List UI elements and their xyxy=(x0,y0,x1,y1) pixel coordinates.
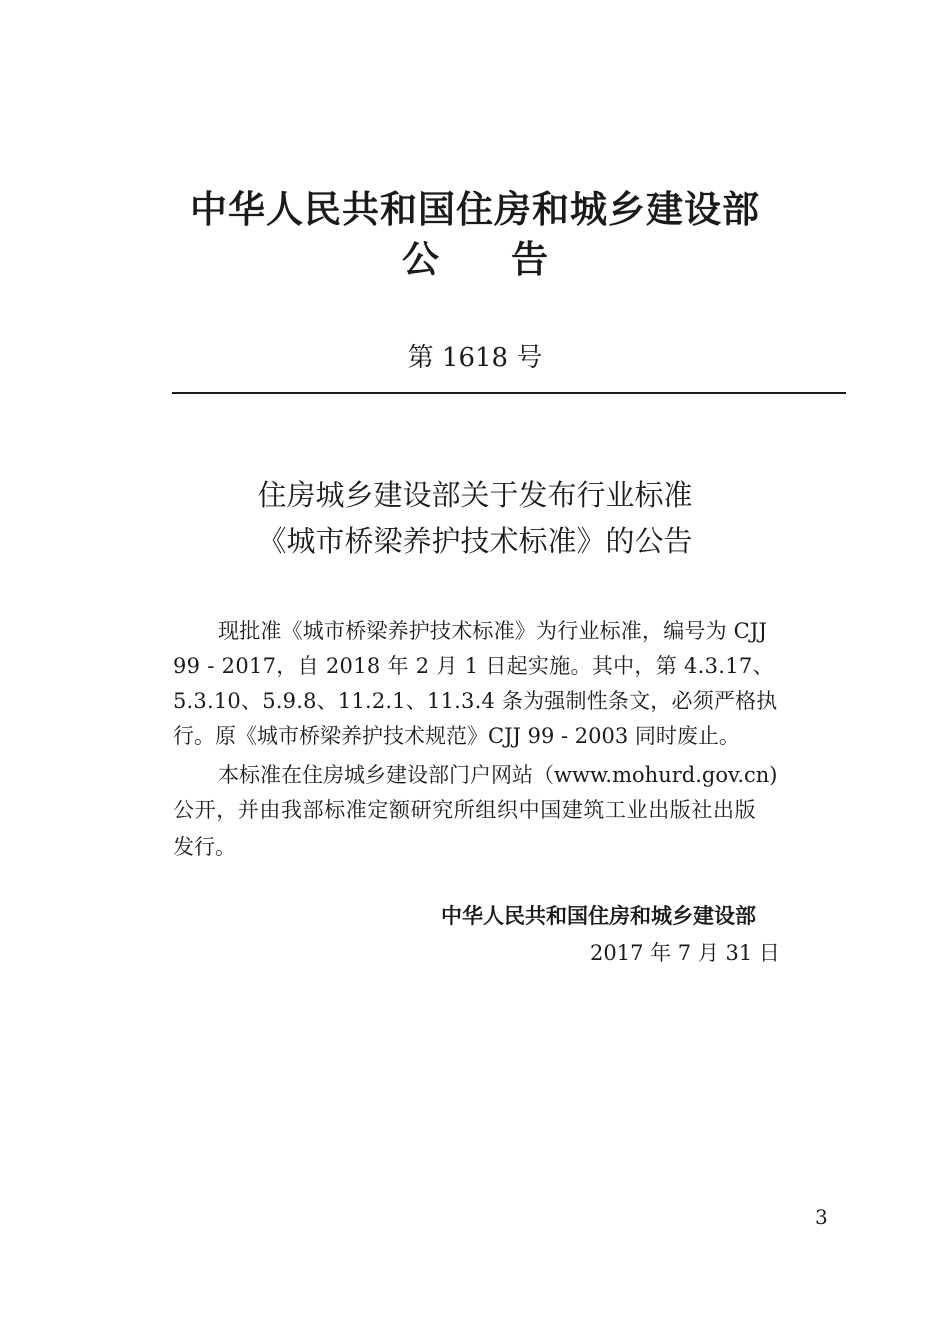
body-line: 本标准在住房城乡建设部门户网站（www.mohurd.gov.cn) xyxy=(218,763,778,787)
signing-date: 2017 年 7 月 31 日 xyxy=(590,941,780,965)
notice-title-line-1: 住房城乡建设部关于发布行业标准 xyxy=(257,478,693,512)
notice-number: 第 1618 号 xyxy=(407,343,543,373)
body-line: 5.3.10、5.9.8、11.2.1、11.3.4 条为强制性条文，必须严格执 xyxy=(173,689,778,713)
signing-authority: 中华人民共和国住房和城乡建设部 xyxy=(441,904,756,928)
body-line: 公开，并由我部标准定额研究所组织中国建筑工业出版社出版 xyxy=(173,798,757,822)
body-line: 99 - 2017，自 2018 年 2 月 1 日起实施。其中，第 4.3.17、 xyxy=(173,654,774,678)
page-number: 3 xyxy=(815,1205,828,1229)
body-line: 发行。 xyxy=(173,835,236,859)
body-line: 现批准《城市桥梁养护技术标准》为行业标准，编号为 CJJ xyxy=(218,619,768,643)
body-line: 行。原《城市桥梁养护技术规范》CJJ 99 - 2003 同时废止。 xyxy=(173,724,740,748)
notice-heading: 公告 xyxy=(402,238,620,281)
ministry-name: 中华人民共和国住房和城乡建设部 xyxy=(190,188,760,231)
notice-title-line-2: 《城市桥梁养护技术标准》的公告 xyxy=(257,524,693,558)
header-divider xyxy=(172,392,846,394)
